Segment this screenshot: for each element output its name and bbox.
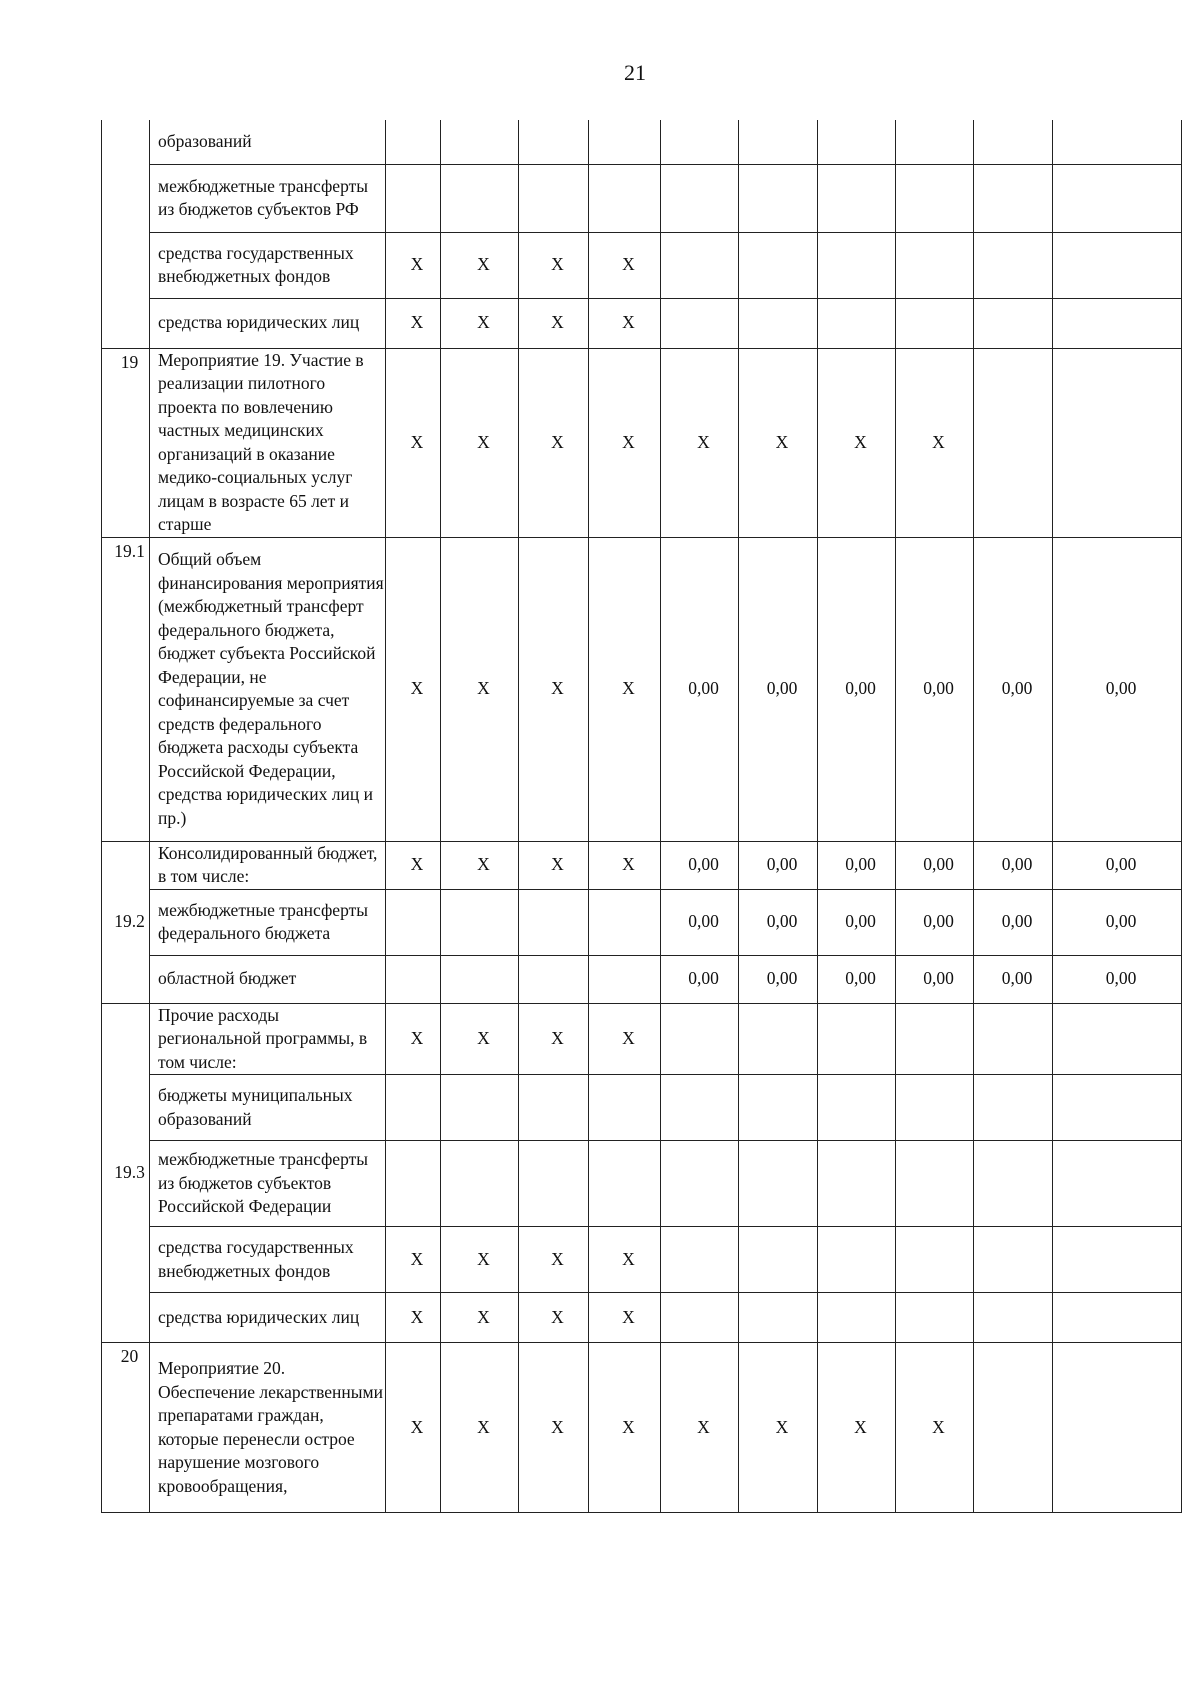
value-cell [441, 120, 519, 164]
value-cell: X [441, 298, 519, 348]
value-cell [386, 1141, 441, 1227]
row-label: областной бюджет [150, 955, 386, 1003]
value-cell: 0,00 [739, 889, 818, 955]
value-cell [441, 1141, 519, 1227]
value-cell [974, 1227, 1053, 1293]
value-cell [1053, 1141, 1182, 1227]
value-cell [661, 298, 739, 348]
value-cell: 0,00 [974, 537, 1053, 841]
value-cell: X [386, 1343, 441, 1513]
value-cell [386, 1075, 441, 1141]
value-cell: X [386, 232, 441, 298]
value-cell: 0,00 [1053, 841, 1182, 889]
value-cell: 0,00 [661, 889, 739, 955]
row-label: межбюджетные трансферты федерального бюджета [150, 889, 386, 955]
value-cell: 0,00 [739, 955, 818, 1003]
value-cell: X [589, 1293, 661, 1343]
value-cell: 0,00 [818, 955, 896, 1003]
value-cell: X [589, 1343, 661, 1513]
value-cell: 0,00 [974, 889, 1053, 955]
value-cell: 0,00 [974, 841, 1053, 889]
value-cell [896, 1141, 974, 1227]
value-cell [661, 1075, 739, 1141]
row-label: средства юридических лиц [150, 1293, 386, 1343]
value-cell [739, 298, 818, 348]
value-cell [589, 1141, 661, 1227]
value-cell: X [519, 537, 589, 841]
value-cell [739, 1003, 818, 1075]
table-row [102, 348, 1182, 537]
value-cell: X [386, 537, 441, 841]
value-cell [896, 164, 974, 232]
value-cell [896, 120, 974, 164]
row-label: Общий объем финансирования мероприятия (межбюджетный трансферт федерального бюджета, бюджет субъекта Российской Федерации, не софинансируемые за счет средств федерального бюджета расходы субъекта Российской Федерации, средства юридических лиц и пр.) [150, 537, 386, 841]
program-table [101, 120, 1182, 1513]
row-number-cell: 19.2 [102, 841, 150, 1003]
value-cell: X [386, 298, 441, 348]
value-cell [818, 1075, 896, 1141]
value-cell [1053, 298, 1182, 348]
row-label: средства государственных внебюджетных фондов [150, 1227, 386, 1293]
value-cell [519, 120, 589, 164]
value-cell: X [739, 1343, 818, 1513]
value-cell: X [589, 348, 661, 537]
value-cell [661, 1227, 739, 1293]
value-cell: 0,00 [1053, 955, 1182, 1003]
value-cell [974, 1075, 1053, 1141]
value-cell [386, 164, 441, 232]
row-number-cell: 19.1 [102, 537, 150, 841]
value-cell [896, 1227, 974, 1293]
value-cell: X [441, 232, 519, 298]
value-cell [818, 1227, 896, 1293]
value-cell [974, 1293, 1053, 1343]
value-cell: X [519, 1343, 589, 1513]
value-cell [519, 955, 589, 1003]
table-row [102, 1227, 1182, 1293]
value-cell: X [896, 348, 974, 537]
value-cell [519, 164, 589, 232]
table-row [102, 955, 1182, 1003]
value-cell [1053, 164, 1182, 232]
value-cell [589, 164, 661, 232]
value-cell: X [519, 232, 589, 298]
value-cell [896, 1075, 974, 1141]
table-row [102, 1293, 1182, 1343]
value-cell: X [386, 1227, 441, 1293]
value-cell [661, 1141, 739, 1227]
value-cell: X [589, 232, 661, 298]
table-row [102, 889, 1182, 955]
value-cell [589, 955, 661, 1003]
row-number-cell: 20 [102, 1343, 150, 1513]
value-cell [896, 1293, 974, 1343]
value-cell: 0,00 [739, 537, 818, 841]
table-row [102, 298, 1182, 348]
value-cell: X [589, 537, 661, 841]
value-cell [519, 1141, 589, 1227]
value-cell: X [386, 1003, 441, 1075]
value-cell: X [519, 1227, 589, 1293]
value-cell: X [896, 1343, 974, 1513]
row-label: средства юридических лиц [150, 298, 386, 348]
value-cell: 0,00 [896, 889, 974, 955]
row-number-cell [102, 120, 150, 348]
value-cell: X [519, 348, 589, 537]
value-cell: X [441, 348, 519, 537]
value-cell [818, 1003, 896, 1075]
value-cell: X [589, 1003, 661, 1075]
value-cell: X [386, 1293, 441, 1343]
table-row [102, 232, 1182, 298]
value-cell: X [386, 841, 441, 889]
value-cell [589, 120, 661, 164]
value-cell: X [589, 1227, 661, 1293]
value-cell [441, 164, 519, 232]
row-label: Мероприятие 19. Участие в реализации пилотного проекта по вовлечению частных медицинских организаций в оказание медико-социальных услуг лицам в возрасте 65 лет и старше [150, 348, 386, 537]
value-cell [974, 164, 1053, 232]
value-cell: 0,00 [818, 537, 896, 841]
row-number-cell: 19 [102, 348, 150, 537]
value-cell [1053, 1227, 1182, 1293]
value-cell: 0,00 [818, 889, 896, 955]
value-cell [589, 1075, 661, 1141]
table-row [102, 120, 1182, 164]
value-cell [896, 232, 974, 298]
value-cell: X [441, 1293, 519, 1343]
value-cell: 0,00 [739, 841, 818, 889]
row-label: средства государственных внебюджетных фондов [150, 232, 386, 298]
value-cell [974, 348, 1053, 537]
value-cell [974, 232, 1053, 298]
value-cell: X [818, 348, 896, 537]
value-cell [661, 1293, 739, 1343]
row-label: бюджеты муниципальных образований [150, 1075, 386, 1141]
value-cell [974, 298, 1053, 348]
value-cell: X [441, 537, 519, 841]
value-cell [386, 889, 441, 955]
value-cell: 0,00 [1053, 889, 1182, 955]
value-cell: X [818, 1343, 896, 1513]
value-cell: X [441, 1343, 519, 1513]
value-cell [589, 889, 661, 955]
value-cell [441, 1075, 519, 1141]
value-cell [974, 1343, 1053, 1513]
value-cell [1053, 120, 1182, 164]
value-cell [739, 1075, 818, 1141]
value-cell [739, 232, 818, 298]
value-cell: X [589, 298, 661, 348]
value-cell [1053, 1293, 1182, 1343]
value-cell [519, 889, 589, 955]
value-cell: X [739, 348, 818, 537]
value-cell: X [441, 841, 519, 889]
value-cell: 0,00 [661, 841, 739, 889]
value-cell [818, 164, 896, 232]
value-cell: 0,00 [896, 841, 974, 889]
row-number-cell: 19.3 [102, 1003, 150, 1343]
value-cell [661, 232, 739, 298]
value-cell [661, 164, 739, 232]
value-cell: X [519, 841, 589, 889]
value-cell [739, 120, 818, 164]
value-cell [896, 1003, 974, 1075]
value-cell [818, 298, 896, 348]
value-cell [818, 232, 896, 298]
value-cell [661, 1003, 739, 1075]
row-label: Консолидированный бюджет, в том числе: [150, 841, 386, 889]
table-row [102, 537, 1182, 841]
value-cell: X [519, 298, 589, 348]
value-cell: 0,00 [896, 955, 974, 1003]
value-cell [661, 120, 739, 164]
row-label: Прочие расходы региональной программы, в том числе: [150, 1003, 386, 1075]
value-cell [1053, 1075, 1182, 1141]
value-cell [974, 1141, 1053, 1227]
value-cell [386, 955, 441, 1003]
table-row [102, 1075, 1182, 1141]
value-cell [1053, 348, 1182, 537]
row-label: образований [150, 120, 386, 164]
page-number: 21 [624, 60, 646, 85]
value-cell [441, 955, 519, 1003]
value-cell: X [519, 1293, 589, 1343]
value-cell [1053, 1343, 1182, 1513]
value-cell: X [661, 1343, 739, 1513]
value-cell: X [519, 1003, 589, 1075]
value-cell: X [441, 1003, 519, 1075]
value-cell [739, 1293, 818, 1343]
value-cell [818, 1293, 896, 1343]
value-cell: 0,00 [1053, 537, 1182, 841]
value-cell: 0,00 [974, 955, 1053, 1003]
table-row [102, 1003, 1182, 1075]
value-cell: X [661, 348, 739, 537]
value-cell [896, 298, 974, 348]
value-cell [974, 120, 1053, 164]
table-row [102, 1141, 1182, 1227]
value-cell: 0,00 [661, 537, 739, 841]
value-cell [519, 1075, 589, 1141]
value-cell [818, 120, 896, 164]
row-label: межбюджетные трансферты из бюджетов субъектов РФ [150, 164, 386, 232]
row-label: межбюджетные трансферты из бюджетов субъектов Российской Федерации [150, 1141, 386, 1227]
value-cell [974, 1003, 1053, 1075]
value-cell [386, 120, 441, 164]
table-row [102, 841, 1182, 889]
table-row [102, 164, 1182, 232]
value-cell: X [386, 348, 441, 537]
table-row [102, 1343, 1182, 1513]
value-cell: X [589, 841, 661, 889]
value-cell [739, 1141, 818, 1227]
value-cell [441, 889, 519, 955]
value-cell [818, 1141, 896, 1227]
value-cell: 0,00 [661, 955, 739, 1003]
value-cell [739, 164, 818, 232]
row-label: Мероприятие 20. Обеспечение лекарственными препаратами граждан, которые перенесли острое нарушение мозгового кровообращения, [150, 1343, 386, 1513]
value-cell [1053, 232, 1182, 298]
value-cell: 0,00 [896, 537, 974, 841]
value-cell [1053, 1003, 1182, 1075]
value-cell [739, 1227, 818, 1293]
value-cell: 0,00 [818, 841, 896, 889]
value-cell: X [441, 1227, 519, 1293]
